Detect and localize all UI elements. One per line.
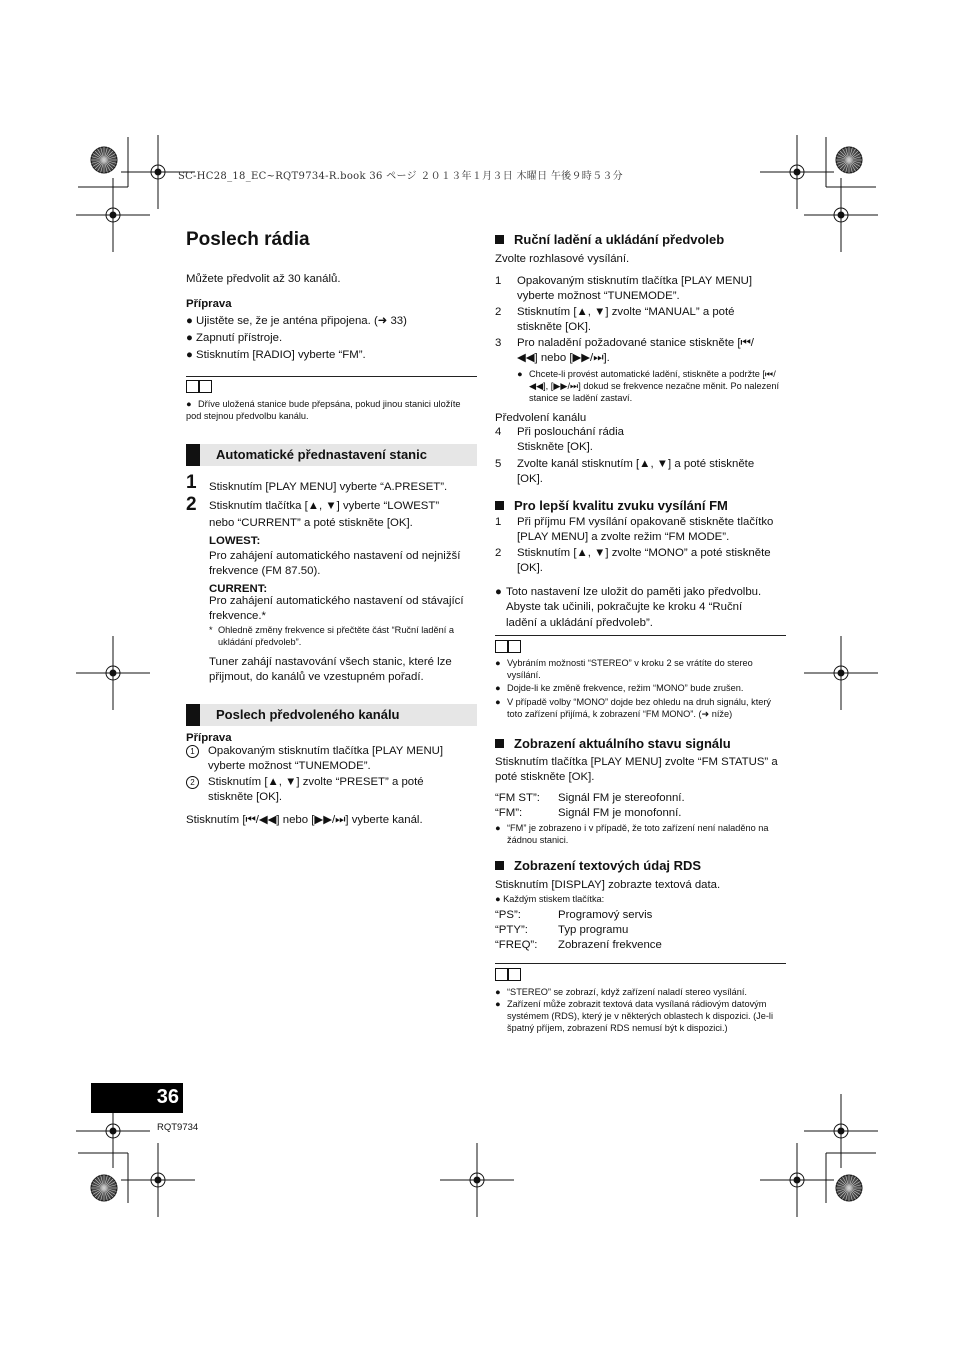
note-book-icon <box>495 968 521 981</box>
step-text: nebo “CURRENT” a poté stiskněte [OK]. <box>209 517 413 529</box>
divider <box>495 635 786 636</box>
signal-row-value: Signál FM je monofonní. <box>558 807 682 819</box>
signal-row-key: “FM”: <box>495 807 523 819</box>
preset-label: Předvolení kanálu <box>495 412 587 424</box>
note-item: ● Dříve uložená stanice bude přepsána, pokud jinou stanici uložíte pod stejnou předvolbu kanálu. <box>186 399 461 421</box>
heading-rds: Zobrazení textových údaj RDS <box>495 858 701 873</box>
auto-after-text: Tuner zahájí nastavování všech stanic, které lze přijmout, do kanálů ve vzestupném pořadí. <box>209 656 452 684</box>
preset-step: 2 Stisknutím [▲, ▼] zvolte “PRESET” a poté stiskněte [OK]. <box>186 775 477 806</box>
manual-bullet: ● Chcete-li provést automatické ladění, stiskněte a podržte [⏮/◀◀], [▶▶/⏭] dokud se frekvence nezačne měnit. Po nalezení stanice se ladění zastaví. <box>517 369 780 403</box>
signal-row-value: Signál FM je stereofonní. <box>558 792 685 804</box>
rds-row-value: Programový servis <box>558 909 653 921</box>
note-book-icon <box>495 640 521 653</box>
preset-step: 1 Opakovaným stisknutím tlačítka [PLAY MENU] vyberte možnost “TUNEMODE”. <box>186 744 477 775</box>
manual-step: 1 Opakovaným stisknutím tlačítka [PLAY MENU] vyberte možnost “TUNEMODE”. <box>495 275 753 303</box>
prep-item: ● Stisknutím [RADIO] vyberte “FM”. <box>186 349 366 361</box>
prep-item: ● Ujistěte se, že je anténa připojena. (➜ 33) <box>186 315 407 327</box>
section-heading-auto: Automatické přednastavení stanic <box>186 444 477 466</box>
note-item: ● “STEREO” se zobrazí, když zařízení naladí stereo vysílání. <box>495 987 747 997</box>
manual-step: 5 Zvolte kanál stisknutím [▲, ▼] a poté stiskněte [OK]. <box>495 458 755 486</box>
manual-step: 2 Stisknutím [▲, ▼] zvolte “MANUAL” a poté stiskněte [OK]. <box>495 306 735 334</box>
rds-row-value: Typ programu <box>558 924 629 936</box>
prep-label: Příprava <box>186 298 232 310</box>
rds-row-key: “FREQ”: <box>495 939 538 951</box>
manual-step: 4 Při poslouchání rádia Stiskněte [OK]. <box>495 426 625 454</box>
divider <box>186 376 477 377</box>
preset-final: Stisknutím [⏮/◀◀] nebo [▶▶/⏭] vyberte kanál. <box>186 814 423 826</box>
step-number: 1 <box>186 472 197 493</box>
heading-signal: Zobrazení aktuálního stavu signálu <box>495 736 731 751</box>
signal-row-key: “FM ST”: <box>495 792 540 804</box>
fm-bullet: ● Toto nastavení lze uložit do paměti jako předvolbu. Abyste tak učinili, pokračujte ke kroku 4 “Ruční ladění a ukládání předvoleb”. <box>495 586 762 629</box>
rds-bullet: ● Každým stiskem tlačítka: <box>495 894 605 904</box>
fm-step: 1 Při příjmu FM vysílání opakovaně stiskněte tlačítko [PLAY MENU] a zvolte režim “FM MODE”. <box>495 516 774 544</box>
note-item: ● Vybráním možnosti “STEREO” v kroku 2 se vrátíte do stereo vysílání. <box>495 658 753 680</box>
rds-text: Stisknutím [DISPLAY] zobrazte textová data. <box>495 879 721 891</box>
note-book-icon <box>186 380 212 393</box>
heading-manual: Ruční ladění a ukládání předvoleb <box>495 232 724 247</box>
signal-text: Stisknutím tlačítka [PLAY MENU] zvolte “FM STATUS” a poté stiskněte [OK]. <box>495 756 778 784</box>
page-number-box <box>91 1083 183 1113</box>
prep-item: ● Zapnutí přístroje. <box>186 332 283 344</box>
section-heading-preset: Poslech předvoleného kanálu <box>186 704 477 726</box>
option-text: Pro zahájení automatického nastavení od nejnižší frekvence (FM 87.50). <box>209 550 461 578</box>
heading-fm-quality: Pro lepší kvalitu zvuku vysílání FM <box>495 498 728 513</box>
prep-label: Příprava <box>186 732 232 744</box>
signal-bullet: ● “FM” je zobrazeno i v případě, že toto zařízení není naladěno na žádnou stanici. <box>495 823 769 845</box>
option-label: CURRENT: <box>209 583 268 595</box>
step-text: Stisknutím [PLAY MENU] vyberte “A.PRESET”. <box>209 481 448 493</box>
note-item: ● V případě volby “MONO” dojde bez ohledu na druh signálu, který toto zařízení přijímá, k zobrazení “FM MONO”. (➜ níže) <box>495 697 772 719</box>
fm-step: 2 Stisknutím [▲, ▼] zvolte “MONO” a poté stiskněte [OK]. <box>495 547 771 575</box>
rds-row-key: “PTY”: <box>495 924 528 936</box>
divider <box>495 963 786 964</box>
footnote: * Ohledně změny frekvence si přečtěte část “Ruční ladění a ukládání předvoleb”. <box>209 625 454 647</box>
option-text: Pro zahájení automatického nastavení od stávající frekvence.* <box>209 595 464 623</box>
page-number: 36 <box>156 1086 179 1108</box>
intro-text: Můžete předvolit až 30 kanálů. <box>186 273 341 285</box>
option-label: LOWEST: <box>209 535 261 547</box>
note-item: ● Zařízení může zobrazit textová data vysílaná rádiovým datovým systémem (RDS), který je v některých oblastech k dispozici. (Je-li špatný příjem, zobrazení RDS nemusí být k dispozici.) <box>495 999 774 1033</box>
doc-code: RQT9734 <box>157 1122 199 1133</box>
rds-row-key: “PS”: <box>495 909 521 921</box>
page-title: Poslech rádia <box>186 229 310 250</box>
step-text: Stisknutím tlačítka [▲, ▼] vyberte “LOWEST” <box>209 500 440 512</box>
manual-sub: Zvolte rozhlasové vysílání. <box>495 253 630 265</box>
note-item: ● Dojde-li ke změně frekvence, režim “MONO” bude zrušen. <box>495 683 744 693</box>
step-number: 2 <box>186 494 197 515</box>
rds-row-value: Zobrazení frekvence <box>558 939 662 951</box>
header-line: SC-HC28_18_EC~RQT9734-R.book 36 ページ ２０１３年１月３日 木曜日 午後９時５３分 <box>178 171 623 182</box>
manual-step: 3 Pro naladění požadované stanice stiskněte [⏮/◀◀] nebo [▶▶/⏭]. <box>495 337 754 365</box>
